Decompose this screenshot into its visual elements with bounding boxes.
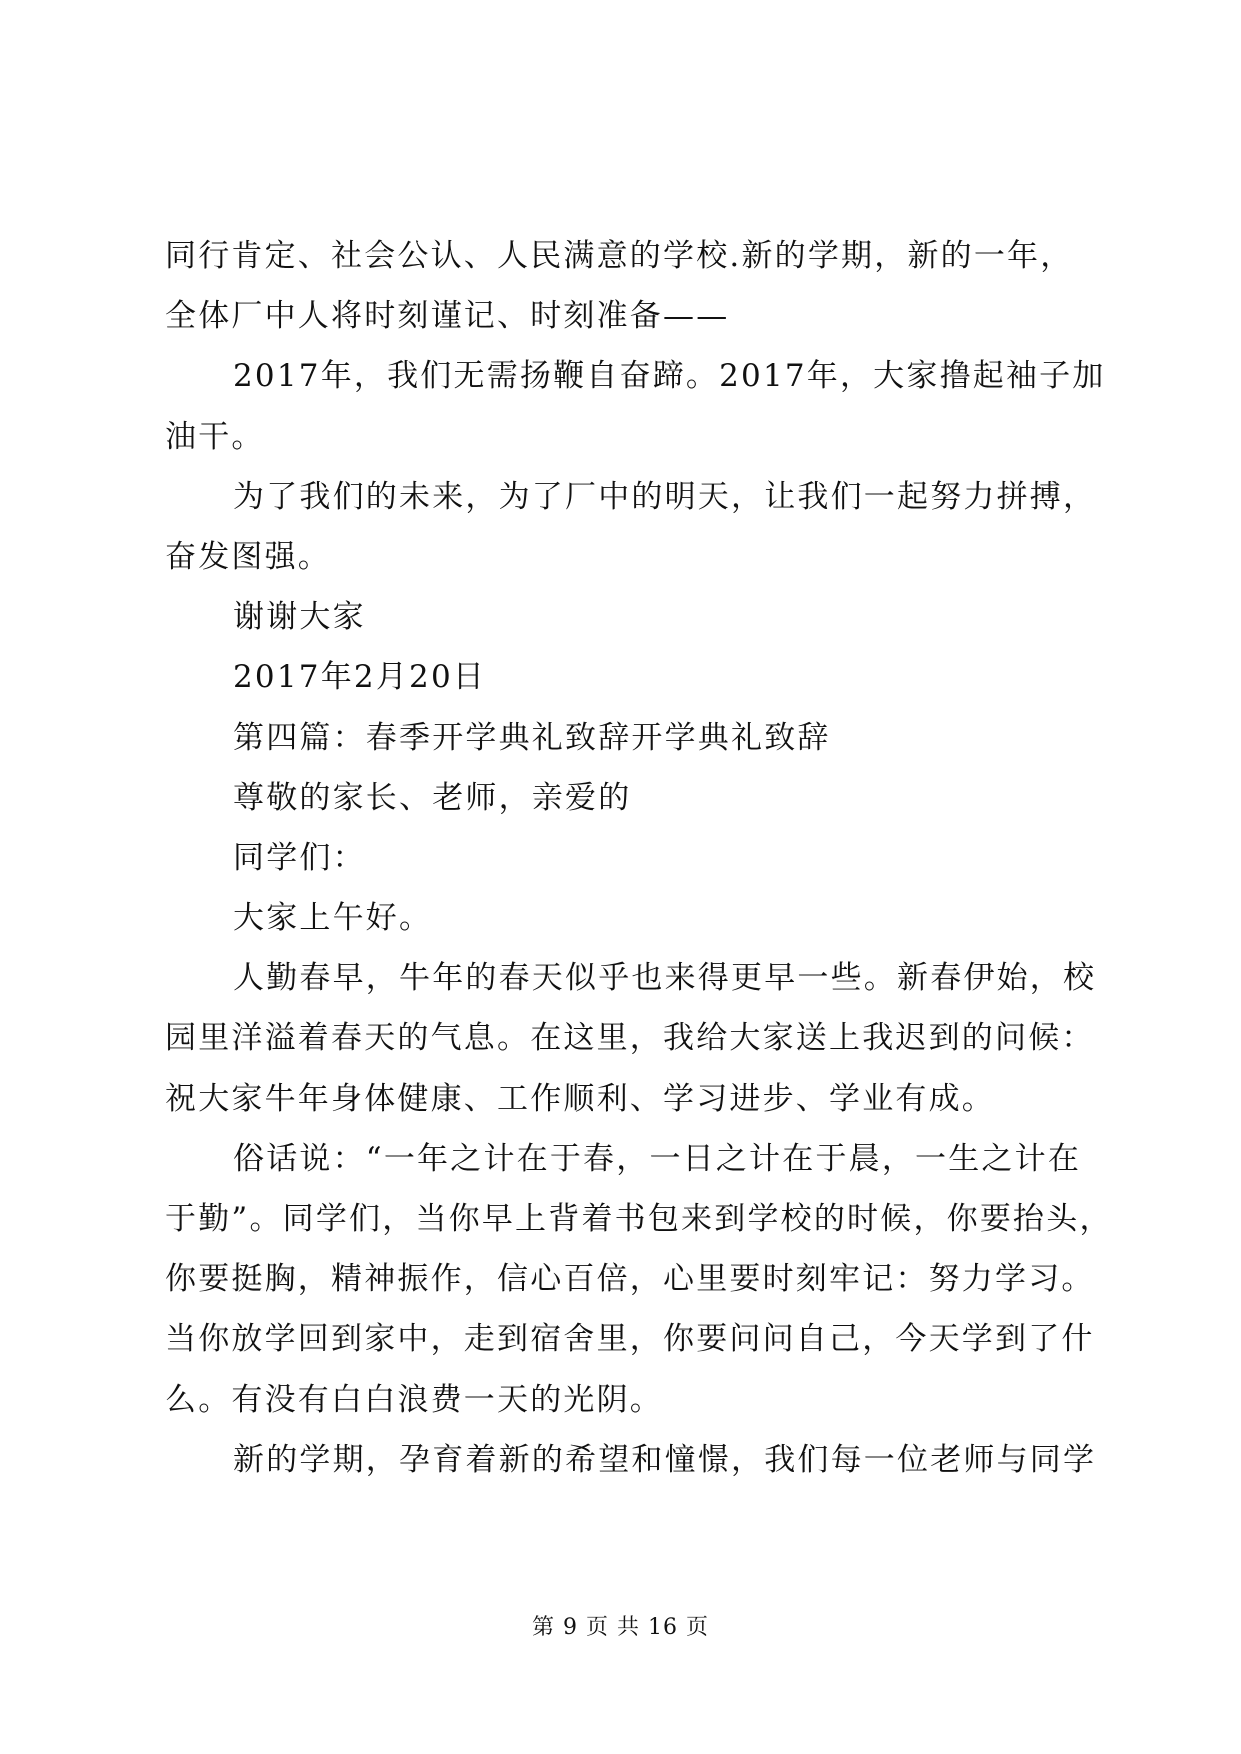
- text-line: 园里洋溢着春天的气息。在这里，我给大家送上我迟到的问候：: [165, 1020, 1095, 1057]
- text-line: 全体厂中人将时刻谨记、时刻准备——: [165, 298, 730, 335]
- text-line: 同行肯定、社会公认、人民满意的学校.新的学期，新的一年，: [165, 238, 1074, 274]
- text-line: 你要挺胸，精神振作，信心百倍，心里要时刻牢记：努力学习。: [165, 1261, 1095, 1298]
- text-line: 新的学期，孕育着新的希望和憧憬，我们每一位老师与同学: [233, 1441, 1097, 1478]
- text-line: 同学们：: [233, 839, 366, 876]
- page-footer: 第 9 页 共 16 页: [532, 1615, 709, 1640]
- text-line: 人勤春早，牛年的春天似乎也来得更早一些。新春伊始，校: [233, 960, 1097, 997]
- text-line: 2017年，我们无需扬鞭自奋蹄。2017年，大家撸起袖子加: [233, 358, 1106, 395]
- text-line: 当你放学回到家中，走到宿舍里，你要问问自己，今天学到了什: [165, 1321, 1095, 1358]
- document-body: [165, 226, 1113, 1490]
- text-line: 谢谢大家: [233, 599, 366, 636]
- text-line: 大家上午好。: [233, 900, 433, 937]
- text-line: 2017年2月20日: [233, 659, 487, 696]
- text-line: 祝大家牛年身体健康、工作顺利、学习进步、学业有成。: [165, 1080, 995, 1117]
- text-line: 第四篇：春季开学典礼致辞开学典礼致辞: [233, 719, 831, 756]
- text-line: 么。有没有白白浪费一天的光阴。: [165, 1381, 663, 1418]
- text-line: 为了我们的未来，为了厂中的明天，让我们一起努力拼搏，: [233, 478, 1097, 515]
- text-line: 奋发图强。: [165, 538, 331, 575]
- text-line: 尊敬的家长、老师，亲爱的: [233, 779, 632, 816]
- text-line: 于勤”。同学们，当你早上背着书包来到学校的时候，你要抬头，: [165, 1201, 1113, 1237]
- text-line: 油干。: [165, 418, 265, 455]
- text-line: 俗话说：“一年之计在于春，一日之计在于晨，一生之计在: [233, 1140, 1082, 1177]
